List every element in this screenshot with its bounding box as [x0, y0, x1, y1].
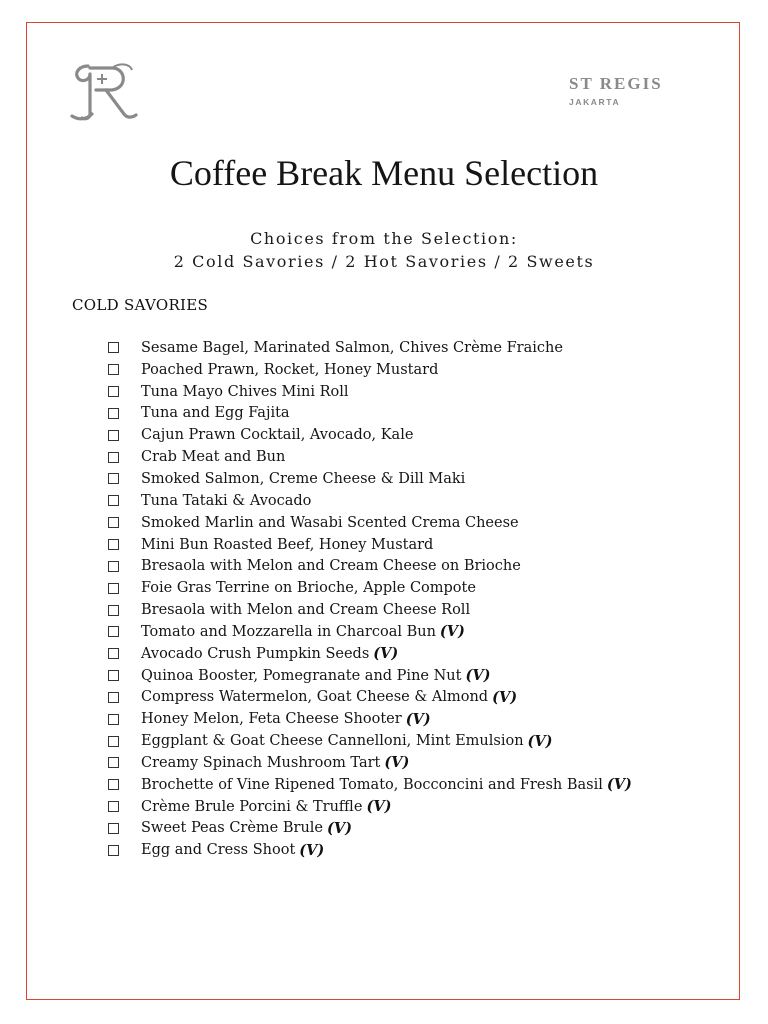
checkbox[interactable] — [108, 495, 119, 506]
vegetarian-badge: (V) — [405, 710, 431, 728]
menu-item-label: Bresaola with Melon and Cream Cheese Roll — [141, 602, 471, 619]
menu-item — [108, 730, 632, 752]
menu-item — [108, 577, 632, 599]
menu-item-label: Tomato and Mozzarella in Charcoal Bun — [141, 623, 436, 640]
menu-item-label: Brochette of Vine Ripened Tomato, Bocconcini and Fresh Basil — [141, 776, 603, 793]
subtitle-line-2: 2 Cold Savories / 2 Hot Savories / 2 Sweets — [173, 252, 595, 271]
menu-item — [108, 512, 632, 534]
menu-item — [108, 381, 632, 403]
menu-item — [108, 534, 632, 556]
menu-item-label: Foie Gras Terrine on Brioche, Apple Compote — [141, 580, 476, 597]
menu-item-label: Crab Meat and Bun — [141, 449, 286, 466]
vegetarian-badge: (V) — [366, 798, 392, 816]
menu-item — [108, 337, 632, 359]
checkbox[interactable] — [108, 801, 119, 812]
menu-item-label: Egg and Cress Shoot — [141, 842, 296, 859]
menu-item-label: Tuna Mayo Chives Mini Roll — [141, 383, 349, 400]
checkbox[interactable] — [108, 561, 119, 572]
menu-item — [108, 403, 632, 425]
menu-item-label: Quinoa Booster, Pomegranate and Pine Nut — [141, 667, 462, 684]
checkbox[interactable] — [108, 692, 119, 703]
checkbox[interactable] — [108, 386, 119, 397]
menu-item-label: Smoked Marlin and Wasabi Scented Crema Cheese — [141, 514, 519, 531]
menu-item — [108, 708, 632, 730]
checkbox[interactable] — [108, 364, 119, 375]
checkbox[interactable] — [108, 736, 119, 747]
menu-item-label: Tuna and Egg Fajita — [141, 405, 290, 422]
menu-item — [108, 490, 632, 512]
menu-item-label: Mini Bun Roasted Beef, Honey Mustard — [141, 536, 434, 553]
checkbox[interactable] — [108, 605, 119, 616]
menu-item — [108, 752, 632, 774]
section-heading: COLD SAVORIES — [72, 296, 209, 314]
page-title: Coffee Break Menu Selection — [169, 153, 599, 193]
checkbox[interactable] — [108, 779, 119, 790]
menu-item-label: Avocado Crush Pumpkin Seeds — [141, 645, 370, 662]
checkbox[interactable] — [108, 845, 119, 856]
menu-item — [108, 643, 632, 665]
checkbox[interactable] — [108, 473, 119, 484]
st-regis-monogram-icon — [66, 58, 150, 122]
menu-item-label: Cajun Prawn Cocktail, Avocado, Kale — [141, 427, 414, 444]
menu-item — [108, 818, 632, 840]
menu-item — [108, 774, 632, 796]
menu-item — [108, 796, 632, 818]
menu-item — [108, 446, 632, 468]
subtitle-line-1: Choices from the Selection: — [250, 229, 518, 248]
menu-item — [108, 621, 632, 643]
brand-wordmark — [569, 74, 699, 107]
menu-item-label: Eggplant & Goat Cheese Cannelloni, Mint Emulsion — [141, 733, 524, 750]
menu-item — [108, 359, 632, 381]
checkbox[interactable] — [108, 583, 119, 594]
checkbox[interactable] — [108, 408, 119, 419]
vegetarian-badge: (V) — [327, 819, 352, 837]
menu-item-label: Sweet Peas Crème Brule — [141, 820, 324, 837]
brand-name: ST REGIS — [569, 74, 663, 93]
vegetarian-badge: (V) — [465, 667, 491, 685]
checkbox[interactable] — [108, 539, 119, 550]
menu-item — [108, 665, 632, 687]
checkbox[interactable] — [108, 714, 119, 725]
menu-item-label: Honey Melon, Feta Cheese Shooter — [141, 711, 402, 728]
checkbox[interactable] — [108, 430, 119, 441]
menu-item-label: Tuna Tataki & Avocado — [141, 492, 312, 509]
menu-item — [108, 687, 632, 709]
menu-item-list — [108, 337, 632, 861]
menu-item — [108, 424, 632, 446]
menu-item — [108, 839, 632, 861]
vegetarian-badge: (V) — [384, 754, 410, 772]
vegetarian-badge: (V) — [606, 776, 632, 794]
menu-item-label: Crème Brule Porcini & Truffle — [141, 798, 363, 815]
checkbox[interactable] — [108, 757, 119, 768]
vegetarian-badge: (V) — [492, 688, 518, 706]
vegetarian-badge: (V) — [439, 623, 465, 641]
menu-item-label: Bresaola with Melon and Cream Cheese on Brioche — [141, 558, 521, 575]
brand-city: JAKARTA — [569, 97, 621, 107]
checkbox[interactable] — [108, 342, 119, 353]
menu-item-label: Creamy Spinach Mushroom Tart — [141, 754, 381, 771]
menu-item — [108, 555, 632, 577]
menu-item-label: Poached Prawn, Rocket, Honey Mustard — [141, 361, 439, 378]
menu-item — [108, 599, 632, 621]
checkbox[interactable] — [108, 517, 119, 528]
checkbox[interactable] — [108, 626, 119, 637]
vegetarian-badge: (V) — [527, 732, 553, 750]
checkbox[interactable] — [108, 670, 119, 681]
checkbox[interactable] — [108, 823, 119, 834]
menu-item-label: Smoked Salmon, Creme Cheese & Dill Maki — [141, 470, 466, 487]
vegetarian-badge: (V) — [299, 841, 325, 859]
checkbox[interactable] — [108, 648, 119, 659]
menu-item-label: Compress Watermelon, Goat Cheese & Almond — [141, 689, 489, 706]
vegetarian-badge: (V) — [373, 645, 399, 663]
menu-item-label: Sesame Bagel, Marinated Salmon, Chives Crème Fraiche — [141, 339, 563, 356]
menu-item — [108, 468, 632, 490]
checkbox[interactable] — [108, 452, 119, 463]
